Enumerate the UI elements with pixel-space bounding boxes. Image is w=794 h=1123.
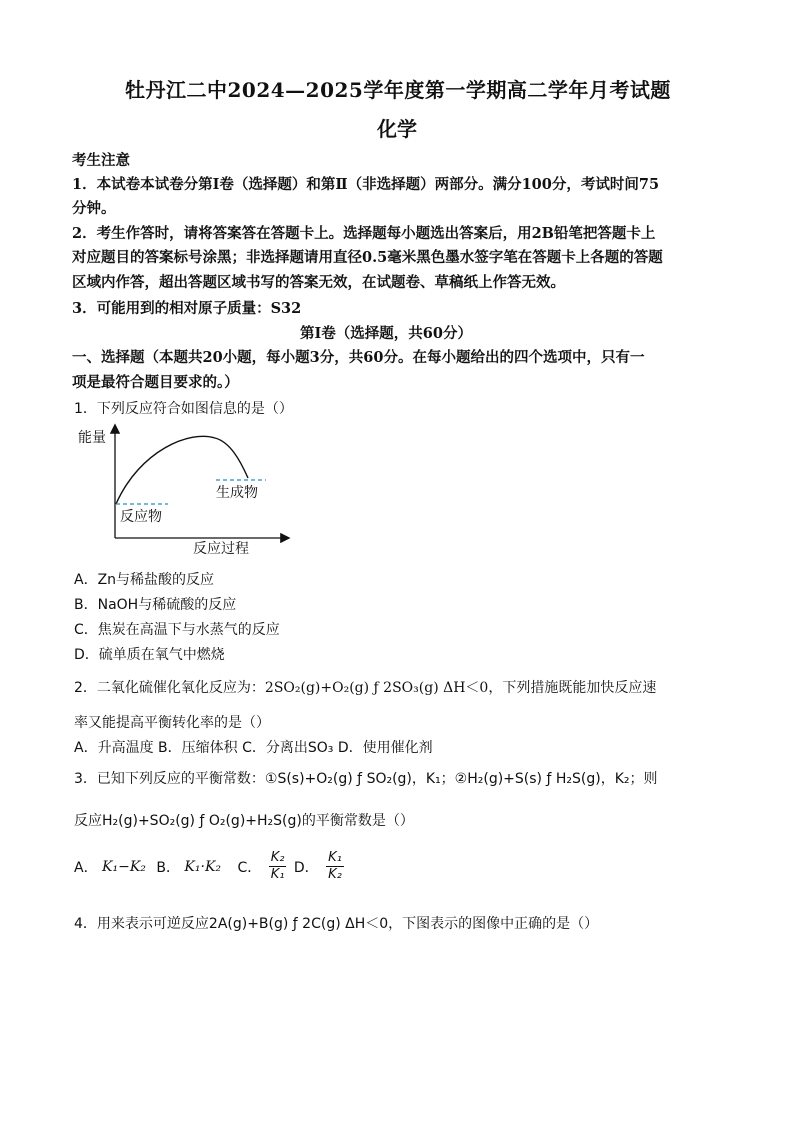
q3-option-c-label: C． <box>237 859 262 876</box>
q3-option-d-numerator: K₁ <box>328 850 342 865</box>
reactant-label: 反应物 <box>120 509 162 525</box>
q3-options <box>74 850 347 883</box>
q1-option-d: D．硫单质在氧气中燃烧 <box>74 647 225 663</box>
question-2-stem <box>74 677 656 697</box>
q3-option-a-expr: K₁−K₂ <box>102 858 146 875</box>
exam-title: 牡丹江二中2024—2025学年度第一学期高二学年月考试题 <box>125 78 671 102</box>
q1-option-b: B．NaOH与稀硫酸的反应 <box>74 597 237 613</box>
notes-line-2c: 区域内作答，超出答题区域书写的答案无效，在试题卷、草稿纸上作答无效。 <box>72 274 565 291</box>
energy-diagram <box>70 420 300 560</box>
subject-title: 化学 <box>377 117 417 141</box>
product-label: 生成物 <box>216 485 258 501</box>
question-4-stem: 4．用来表示可逆反应2A(g)+B(g) ƒ 2C(g) ΔH＜0，下图表示的图像中正确的是（） <box>74 916 599 932</box>
question-3-stem: 3．已知下列反应的平衡常数：①S(s)+O₂(g) ƒ SO₂(g)，K₁；②H₂(g)+S(s) ƒ H₂S(g)，K₂；则 <box>74 771 658 787</box>
q3-option-c-denominator: K₁ <box>270 867 285 882</box>
q2-options: A．升高温度 B．压缩体积 C．分离出SO₃ D．使用催化剂 <box>74 740 433 756</box>
notes-line-2b: 对应题目的答案标号涂黑；非选择题请用直径0.5毫米黑色墨水签字笔在答题卡上各题的答题 <box>72 249 663 266</box>
q3-option-a-label: A． <box>74 859 98 876</box>
notes-line-1b: 分钟。 <box>72 200 116 217</box>
q3-option-d-denominator: K₂ <box>328 867 342 882</box>
y-axis-label: 能量 <box>78 430 106 446</box>
q1-option-c: C．焦炭在高温下与水蒸气的反应 <box>74 622 280 638</box>
notes-heading: 考生注意 <box>72 152 130 169</box>
q1-option-a: A．Zn与稀盐酸的反应 <box>74 572 215 588</box>
question-1-stem: 1．下列反应符合如图信息的是（） <box>74 401 293 417</box>
question-3-stem-cont: 反应H₂(g)+SO₂(g) ƒ O₂(g)+H₂S(g)的平衡常数是（） <box>74 813 414 829</box>
notes-line-1: 1．本试卷本试卷分第Ⅰ卷（选择题）和第Ⅱ（非选择题）两部分。满分100分，考试时间75 <box>72 176 660 193</box>
part-one-heading: 第Ⅰ卷（选择题，共60分） <box>300 325 472 342</box>
q2-stem-b: ，下列措施既能加快反应速 <box>488 680 657 696</box>
q3-option-b-label: B． <box>156 859 180 876</box>
section-intro-1: 一、选择题（本题共20小题，每小题3分，共60分。在每小题给出的四个选项中，只有一 <box>72 349 645 366</box>
q3-option-c-fraction <box>269 850 287 883</box>
x-axis-label: 反应过程 <box>193 541 249 557</box>
q3-option-b-expr: K₁·K₂ <box>184 858 222 875</box>
notes-line-3: 3．可能用到的相对原子质量：S32 <box>72 300 302 317</box>
notes-line-2: 2．考生作答时，请将答案答在答题卡上。选择题每小题选出答案后，用2B铅笔把答题卡上 <box>72 225 656 242</box>
q3-option-d-label: D． <box>293 859 319 876</box>
q2-equation: 2SO₂(g)+O₂(g) ƒ 2SO₃(g) ΔH＜0 <box>264 680 489 696</box>
q3-option-d-fraction <box>326 850 344 883</box>
section-intro-2: 项是最符合题目要求的。） <box>72 374 239 391</box>
q3-option-c-numerator: K₂ <box>270 850 285 865</box>
q2-stem-a: 2．二氧化硫催化氧化反应为： <box>74 680 265 696</box>
question-2-stem-cont: 率又能提高平衡转化率的是（） <box>74 715 270 731</box>
